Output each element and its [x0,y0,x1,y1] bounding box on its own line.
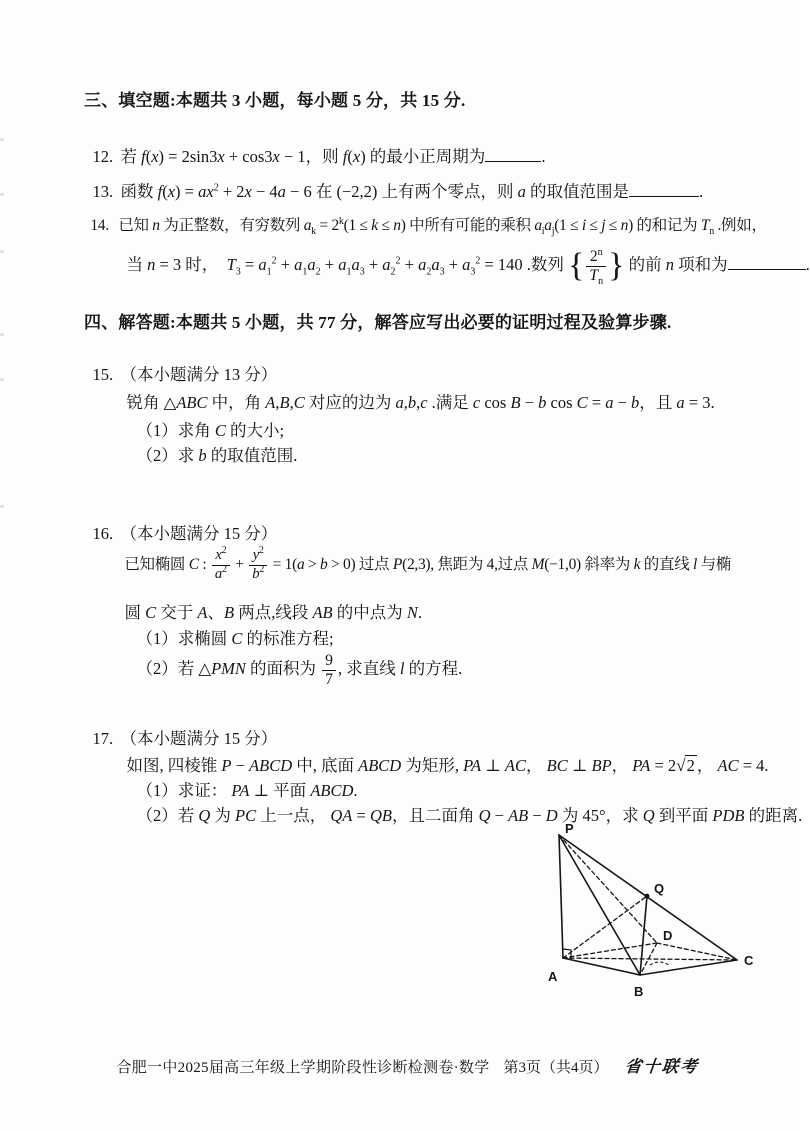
question-16-title: （本小题满分 15 分） [120,523,278,543]
vertex-label-P: P [565,821,574,836]
vertex-label-Q: Q [654,881,665,896]
question-14-text-line2: 当 n = 3 时， $T_3 = a_1^2 + a_1a_2 + a_1a_3 + a_2^2 + a_2a_3 + a_3^2 = 140$ .数列 { $\frac{2^n}{T_n}$ } 的前 n 项和为 . [126,246,810,288]
scan-artifact-tick [0,333,4,336]
question-12-number: 12. [92,147,114,167]
scan-artifact-tick [0,138,4,141]
question-13-text: 函数 $f(x) = ax^2 + 2x - 4a - 6$ 在 (−2,2) 上有两个零点，则 a 的取值范围是 . [121,182,704,201]
footer-brand-mark: 省十联考 [623,1057,700,1076]
question-16-number: 16. [92,523,114,543]
question-15-number: 15. [92,364,114,384]
vertex-label-C: C [744,953,754,968]
pyramid-figure [538,818,778,1013]
vertex-label-B: B [634,984,644,999]
question-14-number: 14. [90,217,109,235]
question-17-item1-text: （1）求证： PA ⊥ 平面 ABCD. [136,780,358,800]
vertex-label-A: A [548,969,558,984]
question-17-title: （本小题满分 15 分） [120,728,278,748]
question-14-line2 [110,228,810,305]
scan-artifact-tick [0,250,4,253]
footer-exam-title: 合肥一中2025届高三年级上学期阶段性诊断检测卷·数学 [116,1060,490,1076]
question-17-item2-text: （2）若 Q 为 PC 上一点， QA = QB，且二面角 Q − AB − D 为 45°，求 Q 到平面 PDB 的距离. [136,805,803,825]
question-16-text-line1: 已知椭圆 C : $\frac{x^2}{a^2}$ + $\frac{y^2}{b^2}$ = 1(a > b > 0) 过点 P(2,3), 焦距为 4,过点 M(−1,0) 斜率为 k 的直线 l 与椭 [124,545,731,582]
question-15-item1-text: （1）求角 C 的大小; [136,420,285,440]
question-12-text: 若 f(x) = 2sin3x + cos3x − 1，则 f(x) 的最小正周期为 . [121,147,546,166]
question-15-item2 [120,425,297,487]
question-13-number: 13. [92,182,114,202]
question-17-body-text: 如图, 四棱锥 P − ABCD 中, 底面 ABCD 为矩形, PA ⊥ AC， BC ⊥ BP， PA = 2√2 ， AC = 4. [126,755,769,775]
question-15-body-text: 锐角 △ABC 中，角 A,B,C 对应的边为 a,b,c .满足 c cos B − b cos C = a − b，且 a = 3. [126,392,715,412]
scan-artifact-tick [0,193,4,196]
page-footer [0,1036,800,1094]
scan-artifact-tick [0,378,4,381]
question-15-item2-text: （2）求 b 的取值范围. [136,445,298,465]
question-16-text-line2: 圆 C 交于 A、B 两点,线段 AB 的中点为 N. [124,602,423,622]
footer-page-number: 第3页（共4页） [503,1060,609,1076]
question-16-item1-text: （1）求椭圆 C 的标准方程; [136,628,334,648]
question-14-text-line1: 已知 n 为正整数，有穷数列 $a_k = 2^k(1 \le k \le n)$ 中所有可能的乘积 $a_ia_j(1 \le i \le j \le n)$ 的和记为 $T_n$ .例如， [118,216,767,238]
question-15-title: （本小题满分 13 分） [120,364,278,384]
question-16-item2 [120,632,462,709]
section-3-header: 三、填空题:本题共 3 小题，每小题 5 分，共 15 分. [84,91,466,110]
scan-artifact-tick [0,505,4,508]
section-4-header: 四、解答题:本题共 5 小题，共 77 分，解答应写出必要的证明过程及验算步骤. [84,313,672,332]
question-17-number: 17. [92,728,114,748]
question-16-item2-text: （2）若 △PMN 的面积为 $\frac{9}{7}$ , 求直线 l 的方程. [136,651,463,689]
vertex-label-D: D [663,928,673,943]
